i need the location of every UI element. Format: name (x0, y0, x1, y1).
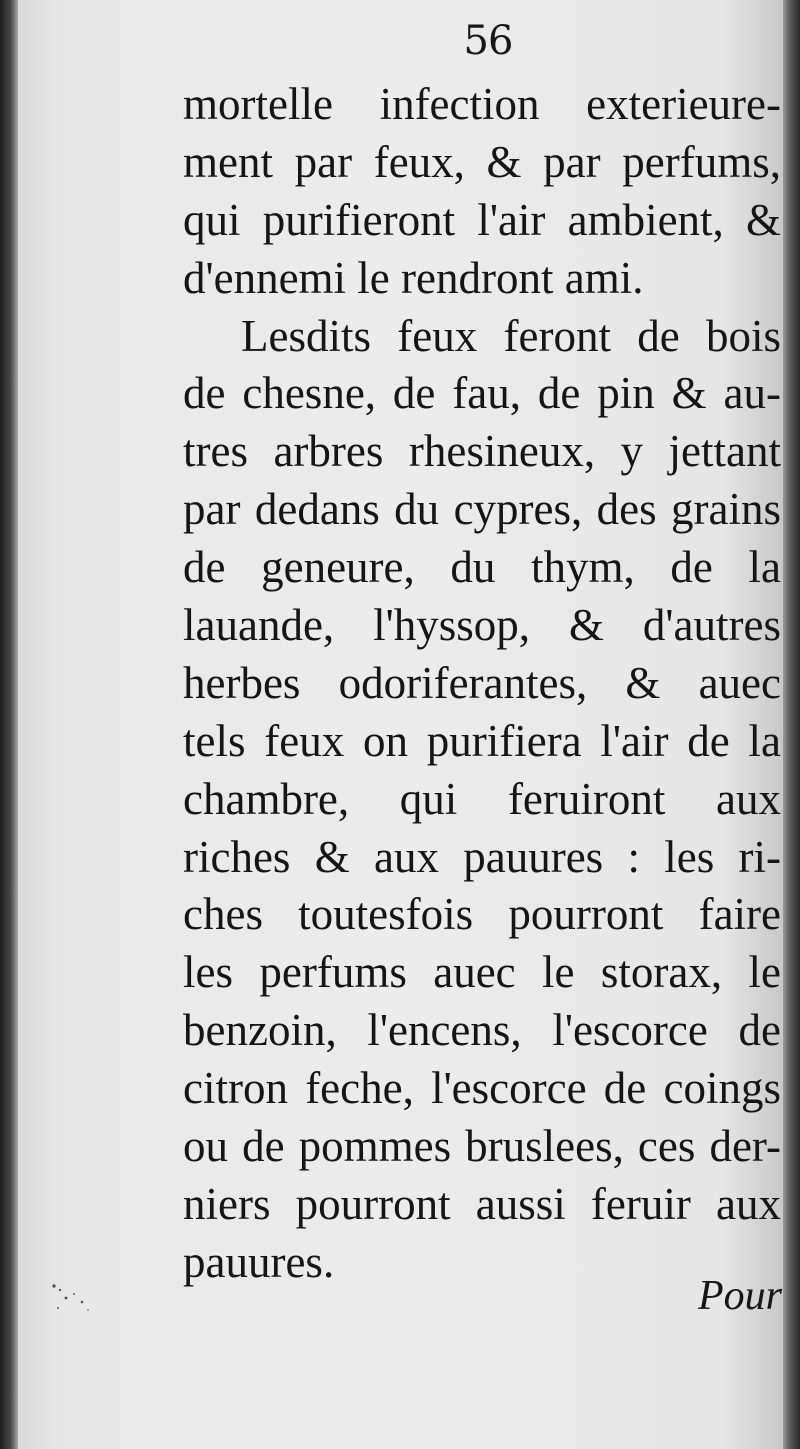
text-line: de geneure, du thym, de la (183, 542, 781, 593)
text-line: citron feche, l'escorce de coings (183, 1063, 781, 1114)
text-line: lauande, l'hyssop, & d'autres (183, 600, 781, 651)
text-line: riches & aux pauures : les ri- (183, 831, 781, 882)
text-line: les perfums auec le storax, le (183, 947, 781, 998)
text-line: ches toutesfois pourront faire (183, 889, 781, 940)
text-line: pauures. (183, 1236, 335, 1287)
text-line: chambre, qui feruiront aux (183, 773, 781, 824)
text-line: tels feux on purifiera l'air de la (183, 715, 781, 766)
text-line: niers pourront aussi feruir aux (183, 1178, 781, 1229)
page-gutter-shadow (0, 0, 18, 1449)
text-line: d'ennemi le rendront ami. (183, 252, 644, 303)
catchword: Pour (698, 1273, 782, 1319)
text-line: mortelle infection exterieure- (183, 79, 781, 129)
text-line: benzoin, l'encens, l'escorce de (183, 1005, 781, 1056)
paper-specks-decoration (48, 1280, 108, 1320)
text-line: qui purifieront l'air ambient, & (183, 194, 781, 245)
page-edge-shadow (783, 0, 800, 1449)
book-page (18, 0, 783, 1449)
text-line: de chesne, de fau, de pin & au- (183, 368, 781, 419)
text-line: ment par feux, & par perfums, (183, 136, 781, 187)
text-line: tres arbres rhesineux, y jettant (183, 426, 781, 477)
page-number: 56 (463, 18, 513, 64)
body-text (183, 76, 781, 1292)
text-line: ou de pommes bruslees, ces der- (183, 1121, 781, 1172)
text-line: Lesdits feux feront de bois (241, 310, 781, 361)
text-line: par dedans du cypres, des grains (183, 484, 781, 535)
text-line: herbes odoriferantes, & auec (183, 657, 781, 708)
